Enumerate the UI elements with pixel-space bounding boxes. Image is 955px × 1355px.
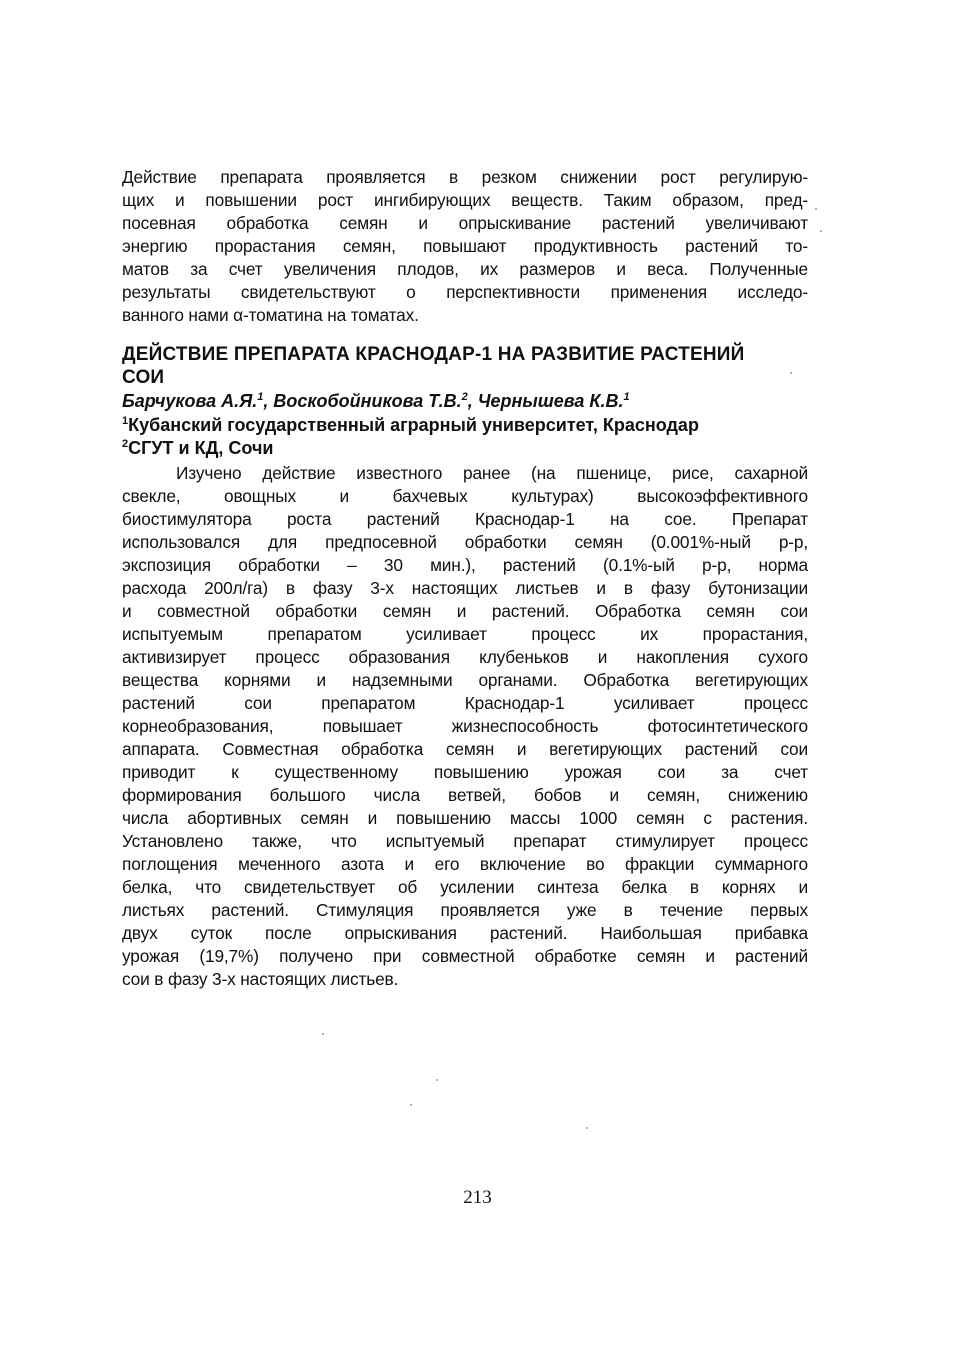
abstract-line: биостимулятора роста растений Краснодар-1 на сое. Препарат [122, 509, 808, 529]
abstract-line: использовался для предпосевной обработки семян (0.001%-ный р-р, [122, 532, 808, 552]
article-title [122, 343, 822, 389]
abstract-line: расхода 200л/га) в фазу 3-х настоящих листьев и в фазу бутонизации [122, 578, 808, 598]
intro-line: Действие препарата проявляется в резком снижении рост регулирую- [122, 167, 808, 187]
abstract-line: Установлено также, что испытуемый препарат стимулирует процесс [122, 831, 808, 851]
scan-speck [815, 208, 817, 210]
affiliation-mark: 1 [623, 391, 630, 403]
author-separator: , [467, 391, 478, 411]
abstract-line: двух суток после опрыскивания растений. Наибольшая прибавка [122, 923, 808, 943]
intro-line: энергию прорастания семян, повышают продуктивность растений то- [122, 236, 808, 256]
intro-paragraph [122, 166, 808, 327]
affiliation-mark: 1 [122, 415, 129, 427]
abstract-line: аппарата. Совместная обработка семян и вегетирующих растений сои [122, 739, 808, 759]
abstract-line: растений сои препаратом Краснодар-1 усиливает процесс [122, 693, 808, 713]
scan-speck [820, 230, 822, 232]
abstract-line: урожая (19,7%) получено при совместной обработке семян и растений [122, 946, 808, 966]
affiliation-mark: 2 [122, 438, 129, 450]
intro-line: ванного нами α-томатина на томатах. [122, 305, 419, 325]
scan-speck [790, 372, 792, 374]
author-name: Чернышева К.В. [477, 391, 624, 411]
intro-line: матов за счет увеличения плодов, их размеров и веса. Полученные [122, 259, 808, 279]
author-name: Барчукова А.Я. [122, 391, 258, 411]
abstract-line: и совместной обработки семян и растений. Обработка семян сои [122, 601, 808, 621]
abstract-line: поглощения меченного азота и его включение во фракции суммарного [122, 854, 808, 874]
abstract-line: сои в фазу 3-х настоящих листьев. [122, 969, 399, 989]
affiliation [122, 414, 822, 437]
affiliation [122, 437, 822, 460]
abstract-line: приводит к существенному повышению урожая сои за счет [122, 762, 808, 782]
abstract-line: корнеобразования, повышает жизнеспособность фотосинтетического [122, 716, 808, 736]
title-line: ДЕЙСТВИЕ ПРЕПАРАТА КРАСНОДАР-1 НА РАЗВИТИЕ РАСТЕНИЙ [122, 344, 745, 365]
affiliation-mark: 1 [257, 391, 264, 403]
author-name: Воскобойникова Т.В. [273, 391, 462, 411]
abstract-line: Изучено действие известного ранее (на пшенице, рисе, сахарной [176, 463, 808, 483]
intro-line: посевная обработка семян и опрыскивание растений увеличивают [122, 213, 808, 233]
affiliation-text: Кубанский государственный аграрный университет, Краснодар [128, 415, 699, 435]
intro-line: щих и повышении рост ингибирующих веществ. Таким образом, пред- [122, 190, 808, 210]
affiliation-mark: 2 [461, 391, 468, 403]
abstract-line: вещества корнями и надземными органами. Обработка вегетирующих [122, 670, 808, 690]
abstract-paragraph [122, 462, 808, 991]
scan-speck [410, 1104, 412, 1106]
abstract-line: экспозиция обработки – 30 мин.), растений (0.1%-ый р-р, норма [122, 555, 808, 575]
scan-speck [436, 1079, 438, 1081]
abstract-line: листьях растений. Стимуляция проявляется уже в течение первых [122, 900, 808, 920]
scan-speck [322, 1033, 324, 1035]
page-number: 213 [463, 1187, 492, 1208]
abstract-line: активизирует процесс образования клубеньков и накопления сухого [122, 647, 808, 667]
abstract-line: числа абортивных семян и повышению массы 1000 семян с растения. [122, 808, 808, 828]
abstract-line: белка, что свидетельствует об усилении синтеза белка в корнях и [122, 877, 808, 897]
affiliation-text: СГУТ и КД, Сочи [128, 438, 274, 458]
author-list [122, 389, 822, 414]
abstract-line: испытуемым препаратом усиливает процесс их прорастания, [122, 624, 808, 644]
author-separator: , [263, 391, 274, 411]
intro-line: результаты свидетельствуют о перспективности применения исследо- [122, 282, 808, 302]
abstract-line: свекле, овощных и бахчевых культурах) высокоэффективного [122, 486, 808, 506]
abstract-line: формирования большого числа ветвей, бобов и семян, снижению [122, 785, 808, 805]
scan-speck [586, 1127, 588, 1129]
title-line: СОИ [122, 367, 165, 388]
